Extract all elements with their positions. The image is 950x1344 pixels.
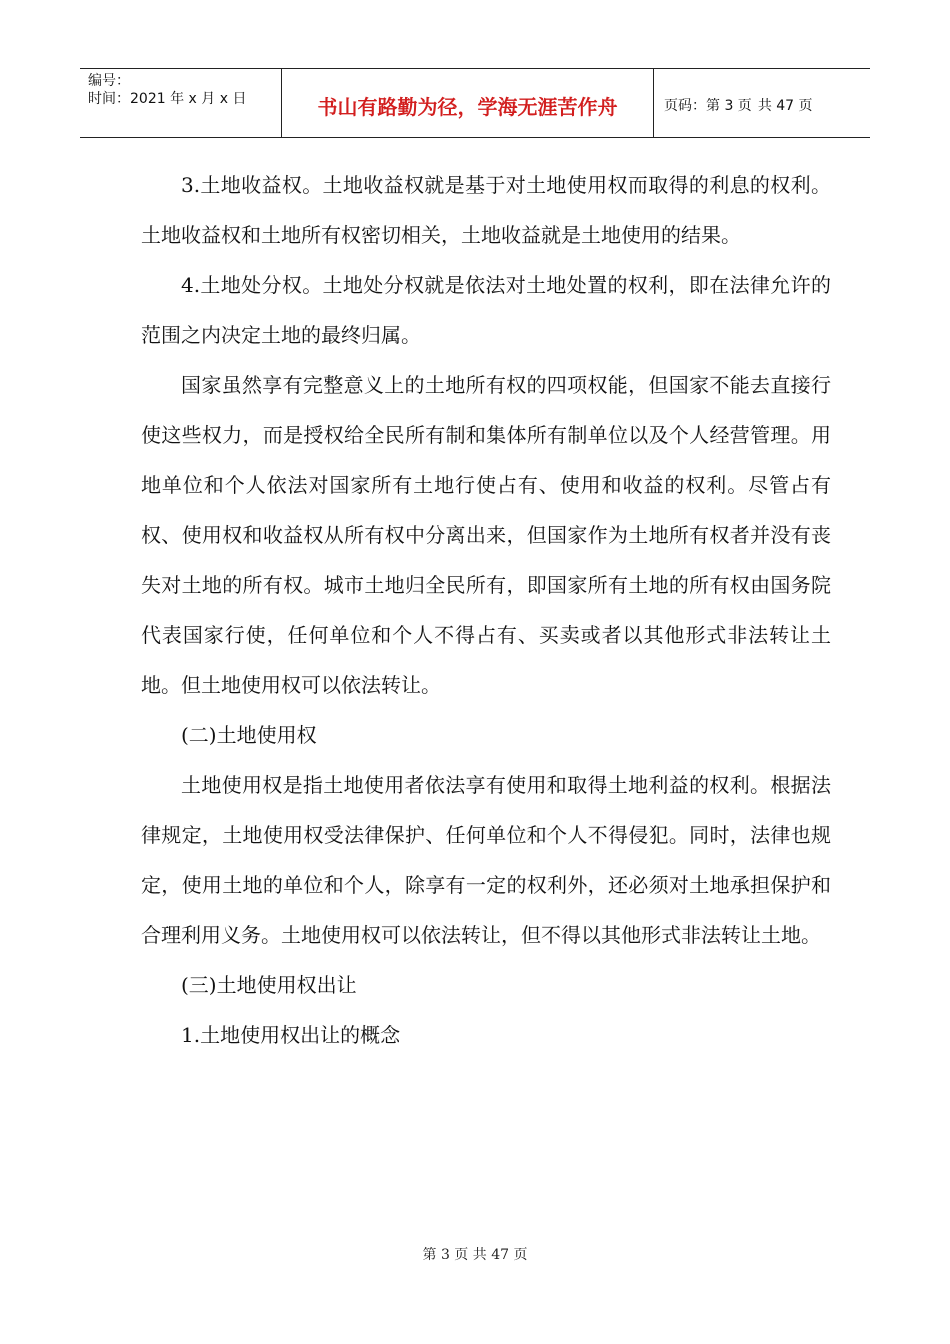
header-meta [80, 69, 282, 137]
page-footer: 第 3 页 共 47 页 [422, 1247, 528, 1263]
document-body [141, 160, 831, 1060]
page-header [80, 68, 870, 138]
header-motto: 书山有路勤为径，学海无涯苦作舟 [282, 69, 654, 137]
paragraph-state-ownership: 国家虽然享有完整意义上的土地所有权的四项权能，但国家不能去直接行使这些权力，而是授权给全民所有制和集体所有制单位以及个人经营管理。用地单位和个人依法对国家所有土地行使占有、使用和收益的权利。尽管占有权、使用权和收益权从所有权中分离出来，但国家作为土地所有权者并没有丧失对土地的所有权。城市土地归全民所有，即国家所有土地的所有权由国务院代表国家行使，任何单位和个人不得占有、买卖或者以其他形式非法转让土地。但土地使用权可以依法转让。 [141, 373, 831, 697]
section-heading-land-use-transfer: (三)土地使用权出让 [181, 973, 357, 997]
paragraph-land-disposal-right: 4.土地处分权。土地处分权就是依法对土地处置的权利，即在法律允许的范围之内决定土地的最终归属。 [141, 273, 831, 347]
header-page-code: 页码：第 3 页 [664, 98, 752, 114]
document-date: 时间：2021 年 x 月 x 日 [88, 91, 247, 107]
paragraph-land-income-right: 3.土地收益权。土地收益权就是基于对土地使用权而取得的利息的权利。土地收益权和土地所有权密切相关，土地收益就是土地使用的结果。 [141, 173, 831, 247]
header-page-total: 共 47 页 [757, 98, 813, 114]
paragraph-land-use-right: 土地使用权是指土地使用者依法享有使用和取得土地利益的权利。根据法律规定，土地使用权受法律保护、任何单位和个人不得侵犯。同时，法律也规定，使用土地的单位和个人，除享有一定的权利外，还必须对土地承担保护和合理利用义务。土地使用权可以依法转让，但不得以其他形式非法转让土地。 [141, 773, 831, 947]
subheading-transfer-concept: 1.土地使用权出让的概念 [181, 1023, 401, 1047]
document-number-label: 编号： [88, 73, 130, 89]
section-heading-land-use-right: (二)土地使用权 [181, 723, 317, 747]
header-page-info [654, 69, 870, 137]
